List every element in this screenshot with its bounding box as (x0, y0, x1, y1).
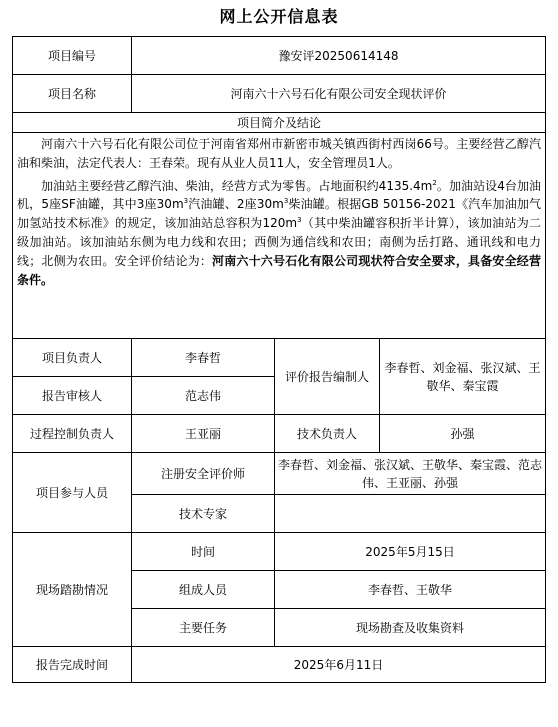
project-no-label: 项目编号 (13, 37, 132, 75)
intro-body (13, 133, 546, 339)
site-members-value: 李春哲、王敬华 (275, 571, 546, 609)
row-project-no (13, 37, 546, 75)
row-process-control (13, 415, 546, 453)
intro-paragraph-1: 河南六十六号石化有限公司位于河南省郑州市新密市城关镇西街村西岗66号。主要经营乙醇汽油和柴油，法定代表人：王春荣。现有从业人员11人，安全管理员1人。 (17, 137, 542, 170)
conclusion-text: 河南六十六号石化有限公司现状符合安全要求，具备安全经营条件。 (17, 253, 541, 287)
participants-label: 项目参与人员 (13, 453, 132, 533)
leader-label: 项目负责人 (13, 339, 132, 377)
row-project-name (13, 75, 546, 113)
reviewer-label: 报告审核人 (13, 377, 132, 415)
process-control-value: 王亚丽 (132, 415, 275, 453)
info-table (12, 36, 546, 683)
reviewer-value: 范志伟 (132, 377, 275, 415)
tech-lead-label: 技术负责人 (275, 415, 380, 453)
completion-value: 2025年6月11日 (132, 647, 546, 683)
row-registered-assessors (13, 453, 546, 495)
row-leader (13, 339, 546, 377)
site-members-label: 组成人员 (132, 571, 275, 609)
row-intro-body (13, 133, 546, 339)
site-task-label: 主要任务 (132, 609, 275, 647)
registered-assessors-value: 李春哲、刘金福、张汉斌、王敬华、秦宝霞、范志伟、王亚丽、孙强 (275, 453, 546, 495)
intro-paragraph-2: 加油站主要经营乙醇汽油、柴油，经营方式为零售。占地面积约$4135.4m^2$。加油站设4台加油机，5座SF油罐，其中3座$30m^3$汽油罐、2座$30m^3$柴油罐。根据GB 50156-2021《汽车加油加气加氢站技术标准》的规定，该加油站总容积为$120m^3$（其中柴油罐容积折半计算），该加油站为二级加油站。该加油站东侧为电力线和农田；西侧为通信线和农田；南侧为岳打路、通讯线和电力线；北侧为农田。安全评价结论为：河南六十六号石化有限公司现状符合安全要求，具备安全经营条件。 (17, 178, 542, 287)
tech-expert-value (275, 495, 546, 533)
page-title: 网上公开信息表 (219, 7, 339, 26)
site-survey-label: 现场踏勘情况 (13, 533, 132, 647)
registered-assessors-label: 注册安全评价师 (132, 453, 275, 495)
project-name-label: 项目名称 (13, 75, 132, 113)
report-authors-value: 李春哲、刘金福、张汉斌、王敬华、秦宝霞 (380, 339, 546, 415)
site-time-value: 2025年5月15日 (275, 533, 546, 571)
intro-heading: 项目简介及结论 (13, 113, 546, 133)
row-completion (13, 647, 546, 683)
row-site-time (13, 533, 546, 571)
tech-lead-value: 孙强 (380, 415, 546, 453)
site-task-value: 现场勘查及收集资料 (275, 609, 546, 647)
row-intro-heading (13, 113, 546, 133)
project-no-value: 豫安评20250614148 (132, 37, 546, 75)
tech-expert-label: 技术专家 (132, 495, 275, 533)
leader-value: 李春哲 (132, 339, 275, 377)
site-time-label: 时间 (132, 533, 275, 571)
project-name-value: 河南六十六号石化有限公司安全现状评价 (132, 75, 546, 113)
completion-label: 报告完成时间 (13, 647, 132, 683)
report-authors-label: 评价报告编制人 (275, 339, 380, 415)
process-control-label: 过程控制负责人 (13, 415, 132, 453)
